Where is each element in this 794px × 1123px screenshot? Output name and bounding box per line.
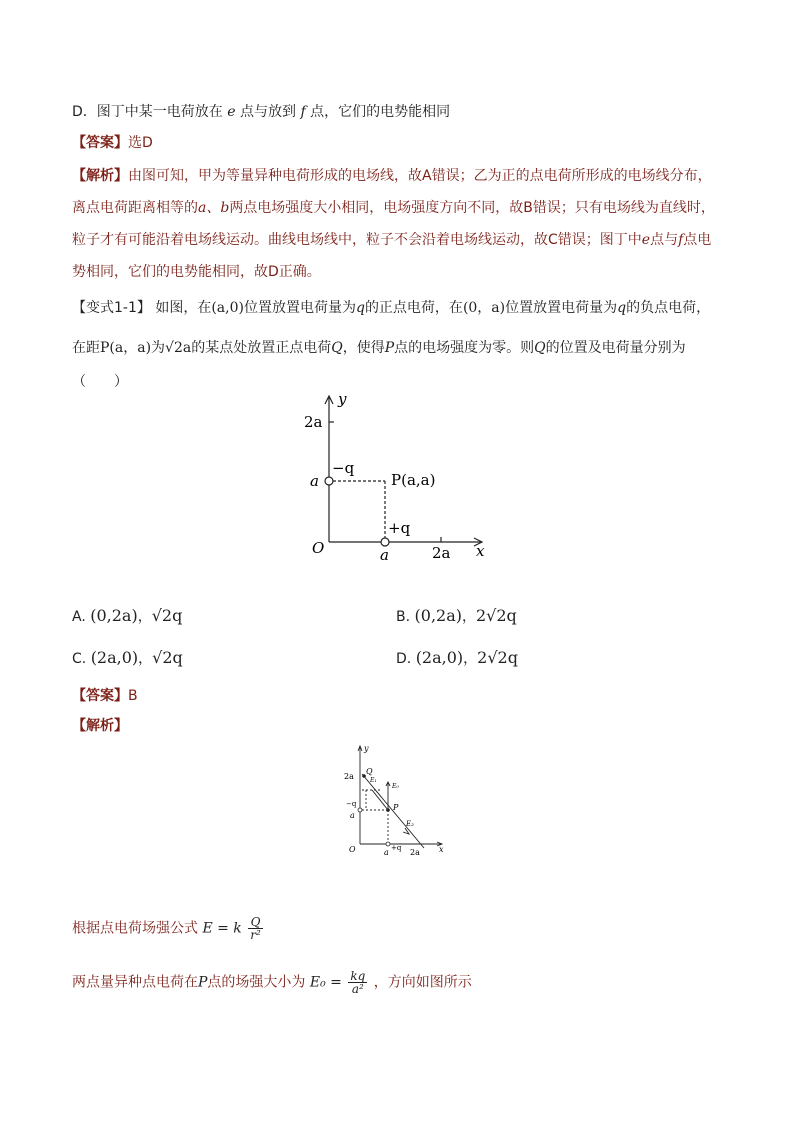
fig1-y-a: a (310, 472, 319, 490)
option-a[interactable]: A. (0,2a)，√2q (72, 606, 183, 625)
neg-charge-marker (325, 477, 333, 485)
fig1-x-label: x (476, 542, 485, 560)
formula1-line: 根据点电荷场强公式 E = k $\frac{Q}{\text{r²}}$ (72, 915, 261, 942)
fig1-x-2a: 2a (432, 544, 451, 562)
svg-text:2a: 2a (344, 772, 354, 781)
answer-blank: （ ） (72, 374, 128, 390)
prev-analysis-line1: 【解析】由图可知，甲为等量异种电荷形成的电场线，故A错误；乙为正的点电荷所形成的电场线分布， (72, 168, 712, 184)
pos-charge-marker (381, 538, 389, 546)
prev-answer: 【答案】选D (72, 135, 153, 151)
option-c[interactable]: C. (2a,0)，√2q (72, 648, 183, 667)
prev-analysis-line3: 粒子才有可能沿着电场线运动。曲线电场线中，粒子不会沿着电场线运动，故C错误；图丁中e点与f点电 (72, 232, 712, 248)
svg-text:y: y (364, 744, 369, 753)
svg-text:a: a (384, 848, 389, 857)
fig1-neg-q: −q (332, 459, 355, 477)
option-d-text: D．图丁中某一电荷放在 e 点与放到 f 点，它们的电势能相同 (72, 104, 451, 120)
fig1-x-a: a (380, 546, 389, 564)
answer: 【答案】B (72, 688, 138, 704)
question-label: 【变式1-1】 (72, 300, 151, 316)
e1-vector (372, 790, 388, 810)
svg-text:+q: +q (391, 844, 402, 852)
svg-text:Q: Q (366, 767, 373, 776)
svg-text:−q: −q (346, 800, 357, 808)
svg-text:E₂: E₂ (406, 820, 414, 828)
question-figure (290, 392, 500, 567)
formula2-line: 两点量异种点电荷在P点的场强大小为 E₀ = $\frac{kq}{\text{a²}}$ ，方向如图所示 (72, 969, 472, 996)
svg-text:E₁: E₁ (370, 777, 377, 784)
analysis-figure (338, 742, 450, 860)
fig1-y-2a: 2a (304, 413, 323, 431)
option-b[interactable]: B. (0,2a)，2√2q (396, 606, 517, 625)
analysis-label: 【解析】 (72, 718, 128, 734)
svg-text:x: x (439, 845, 444, 854)
question-line1: 【变式1-1】 如图，在(a,0)位置放置电荷量为q的正点电荷，在(0，a)位置放置电荷量为q的负点电荷， (72, 300, 711, 316)
fig1-point-p: P(a,a) (391, 471, 436, 489)
svg-text:P: P (393, 803, 399, 812)
fig1-y-label: y (338, 392, 347, 408)
svg-text:O: O (349, 845, 356, 854)
svg-text:a: a (350, 811, 355, 820)
question-line2: 在距P(a，a)为√2a的某点处放置正点电荷Q，使得P点的电场强度为零。则Q的位置及电荷量分别为 (72, 340, 686, 356)
prev-analysis-line2: 离点电荷距离相等的a、b两点电场强度大小相同，电场强度方向不同，故B错误；只有电场线为直线时， (72, 200, 715, 216)
svg-text:E₀: E₀ (392, 783, 399, 790)
fig1-origin: O (312, 539, 325, 557)
option-d[interactable]: D. (2a,0)，2√2q (396, 648, 518, 667)
fig1-pos-q: +q (388, 519, 411, 537)
svg-text:2a: 2a (410, 848, 420, 857)
prev-analysis-line4: 势相同，它们的电势能相同，故D正确。 (72, 264, 321, 280)
